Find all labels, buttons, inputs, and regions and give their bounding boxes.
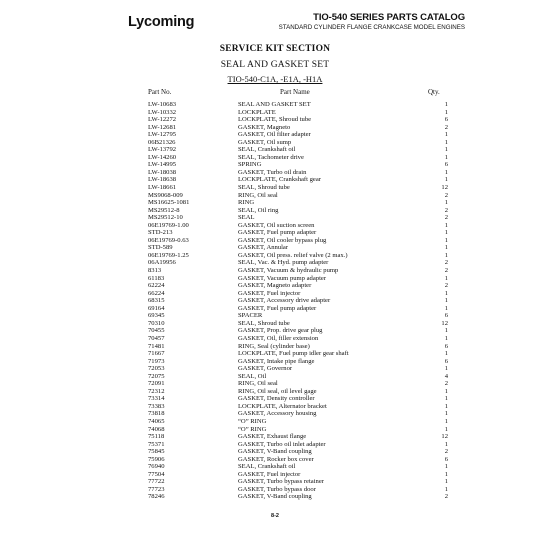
part-name-cell: GASKET, Density controller (238, 395, 315, 403)
part-name-cell: GASKET, Turbo bypass retainer (238, 478, 324, 486)
part-name-cell: GASKET, Governor (238, 365, 293, 373)
table-row (0, 199, 550, 207)
table-row (0, 433, 550, 441)
part-number-cell: 71667 (148, 350, 165, 358)
part-name-cell: SEAL (238, 214, 255, 222)
part-name-cell: GASKET, Turbo oil inlet adapter (238, 440, 326, 448)
part-name-cell: GASKET, Oil cooler bypass plug (238, 236, 327, 244)
part-number-cell: MS29512-10 (148, 214, 183, 222)
table-row (0, 320, 550, 328)
quantity-cell: 2 (444, 259, 448, 267)
part-name-cell: RING (238, 199, 255, 207)
table-row (0, 365, 550, 373)
part-name-cell: SEAL, Crankshaft oil (238, 146, 296, 154)
quantity-cell: 1 (444, 221, 448, 229)
quantity-cell: 1 (444, 395, 448, 403)
part-number-cell: 75371 (148, 440, 165, 448)
part-number-cell: MS16625-1081 (148, 199, 190, 207)
quantity-cell: 12 (441, 433, 448, 441)
table-row (0, 161, 550, 169)
part-number-cell: LW-10332 (148, 108, 177, 116)
table-row (0, 388, 550, 396)
table-row (0, 441, 550, 449)
section-title: SERVICE KIT SECTION (219, 44, 331, 54)
quantity-cell: 1 (444, 153, 448, 161)
part-number-cell: STD-213 (148, 229, 173, 237)
part-name-cell: GASKET, Intake pipe flange (238, 357, 315, 365)
table-row (0, 290, 550, 298)
part-number-cell: LW-14995 (148, 161, 177, 169)
column-header-part-name: Part Name (280, 88, 310, 96)
part-number-cell: 06B21326 (148, 138, 176, 146)
quantity-cell: 1 (444, 138, 448, 146)
quantity-cell: 1 (444, 274, 448, 282)
part-number-cell: 70455 (148, 327, 165, 335)
part-name-cell: LOCKPLATE, Fuel pump idler gear shaft (238, 350, 349, 358)
table-row (0, 343, 550, 351)
part-name-cell: “O” RING (238, 425, 267, 433)
table-row (0, 139, 550, 147)
part-name-cell: GASKET, V-Band coupling (238, 493, 312, 501)
part-number-cell: 71973 (148, 357, 165, 365)
model-text: TIO-540-C1A, -E1A, -H1A (227, 74, 323, 84)
part-name-cell: SEAL, Oil ring (238, 206, 279, 214)
part-name-cell: SEAL AND GASKET SET (238, 101, 311, 108)
part-name-cell: GASKET, Exhaust flange (238, 433, 307, 441)
part-name-cell: LOCKPLATE, Alternator bracket (238, 402, 327, 410)
table-row (0, 380, 550, 388)
table-row (0, 403, 550, 411)
quantity-cell: 6 (444, 312, 448, 320)
table-row (0, 493, 550, 501)
part-number-cell: 77504 (148, 470, 165, 478)
catalog-header (279, 13, 465, 31)
quantity-cell: 6 (444, 342, 448, 350)
part-name-cell: GASKET, Vacuum pump adapter (238, 274, 327, 282)
part-number-cell: 75906 (148, 455, 165, 463)
part-number-cell: LW-12272 (148, 116, 177, 124)
part-number-cell: 72091 (148, 380, 165, 388)
quantity-cell: 1 (444, 289, 448, 297)
part-number-cell: LW-18038 (148, 168, 177, 176)
quantity-cell: 1 (444, 478, 448, 486)
quantity-cell: 1 (444, 108, 448, 116)
table-row (0, 335, 550, 343)
brand-logo-text: Lycoming (128, 14, 195, 30)
quantity-cell: 6 (444, 357, 448, 365)
quantity-cell: 6 (444, 161, 448, 169)
quantity-cell: 2 (444, 267, 448, 275)
quantity-cell: 1 (444, 176, 448, 184)
part-name-cell: GASKET, Oil sump (238, 138, 292, 146)
part-name-cell: LOCKPLATE, Shroud tube (238, 116, 312, 124)
quantity-cell: 1 (444, 417, 448, 425)
table-row (0, 131, 550, 139)
part-name-cell: “O” RING (238, 417, 267, 425)
part-name-cell: GASKET, Oil suction screen (238, 221, 315, 229)
part-number-cell: 70457 (148, 334, 165, 342)
quantity-cell: 6 (444, 116, 448, 124)
part-name-cell: GASKET, Prop. drive gear plug (238, 327, 323, 335)
table-row (0, 448, 550, 456)
table-row (0, 124, 550, 132)
table-row (0, 237, 550, 245)
quantity-cell: 1 (444, 402, 448, 410)
table-row (0, 297, 550, 305)
column-header-qty: Qty. (428, 88, 440, 96)
table-row (0, 350, 550, 358)
part-number-cell: MS29512-8 (148, 206, 180, 214)
quantity-cell: 1 (444, 365, 448, 373)
part-number-cell: LW-18661 (148, 184, 177, 192)
part-name-cell: GASKET, Fuel pump adapter (238, 229, 317, 237)
quantity-cell: 1 (444, 244, 448, 252)
table-row (0, 410, 550, 418)
quantity-cell: 1 (444, 425, 448, 433)
part-number-cell: 66224 (148, 289, 165, 297)
part-number-cell: LW-12681 (148, 123, 177, 131)
part-number-cell: 77723 (148, 485, 165, 493)
table-row (0, 101, 550, 109)
part-number-cell: LW-14260 (148, 153, 177, 161)
part-number-cell: 61183 (148, 274, 165, 282)
table-row (0, 358, 550, 366)
quantity-cell: 1 (444, 470, 448, 478)
part-name-cell: LOCKPLATE (238, 108, 276, 116)
part-name-cell: SEAL, Vac. & Hyd. pump adapter (238, 259, 329, 267)
table-row (0, 373, 550, 381)
part-number-cell: 72312 (148, 387, 165, 395)
part-name-cell: LOCKPLATE, Crankshaft gear (238, 176, 321, 184)
quantity-cell: 2 (444, 206, 448, 214)
part-name-cell: GASKET, Fuel injector (238, 289, 301, 297)
part-number-cell: 73818 (148, 410, 165, 418)
part-number-cell: 72053 (148, 365, 165, 373)
part-name-cell: GASKET, V-Band coupling (238, 448, 312, 456)
part-number-cell: LW-10683 (148, 101, 177, 108)
table-row (0, 259, 550, 267)
part-number-cell: 72075 (148, 372, 165, 380)
quantity-cell: 2 (444, 493, 448, 501)
quantity-cell: 1 (444, 199, 448, 207)
part-number-cell: 71481 (148, 342, 165, 350)
table-row (0, 486, 550, 494)
part-number-cell: 75118 (148, 433, 165, 441)
part-name-cell: GASKET, Oil press. relief valve (2 max.) (238, 251, 348, 259)
part-name-cell: SEAL, Shroud tube (238, 319, 290, 327)
part-name-cell: GASKET, Magneto (238, 123, 291, 131)
table-row (0, 192, 550, 200)
table-row (0, 222, 550, 230)
part-number-cell: 06A19956 (148, 259, 176, 267)
part-number-cell: 76940 (148, 463, 165, 471)
part-number-cell: 06E19769-0.63 (148, 236, 189, 244)
quantity-cell: 1 (444, 463, 448, 471)
part-name-cell: GASKET, Oil filter adapter (238, 131, 311, 139)
quantity-cell: 1 (444, 297, 448, 305)
parts-list (0, 101, 550, 501)
part-name-cell: GASKET, Magneto adapter (238, 282, 312, 290)
quantity-cell: 2 (444, 123, 448, 131)
part-name-cell: GASKET, Annular (238, 244, 289, 252)
catalog-subtitle: STANDARD CYLINDER FLANGE CRANKCASE MODEL ENGINES (278, 23, 465, 31)
table-row (0, 116, 550, 124)
table-row (0, 471, 550, 479)
part-name-cell: RING, Oil seal (238, 380, 278, 388)
table-row (0, 244, 550, 252)
part-number-cell: LW-18638 (148, 176, 177, 184)
table-row (0, 463, 550, 471)
part-name-cell: GASKET, Vacuum & hydraulic pump (238, 267, 339, 275)
quantity-cell: 1 (444, 304, 448, 312)
part-number-cell: 75845 (148, 448, 165, 456)
part-name-cell: GASKET, Turbo bypass door (238, 485, 316, 493)
table-row (0, 252, 550, 260)
model-designation (0, 74, 550, 84)
catalog-title: TIO-540 SERIES PARTS CATALOG (313, 12, 465, 23)
quantity-cell: 1 (444, 251, 448, 259)
part-number-cell: LW-13792 (148, 146, 177, 154)
table-row (0, 169, 550, 177)
quantity-cell: 1 (444, 229, 448, 237)
part-number-cell: 06E19769-1.00 (148, 221, 189, 229)
part-name-cell: GASKET, Fuel injector (238, 470, 301, 478)
table-row (0, 207, 550, 215)
part-name-cell: SEAL, Shroud tube (238, 184, 290, 192)
quantity-cell: 1 (444, 327, 448, 335)
part-name-cell: GASKET, Oil, filler extension (238, 334, 319, 342)
page-number: 8-2 (271, 513, 279, 519)
part-name-cell: RING, Oil seal, oil level gage (238, 387, 317, 395)
table-row (0, 214, 550, 222)
part-number-cell: 73314 (148, 395, 165, 403)
kit-title: SEAL AND GASKET SET (220, 60, 330, 70)
table-row (0, 184, 550, 192)
quantity-cell: 2 (444, 214, 448, 222)
quantity-cell: 12 (441, 184, 448, 192)
quantity-cell: 1 (444, 146, 448, 154)
table-row (0, 327, 550, 335)
part-number-cell: 68315 (148, 297, 165, 305)
quantity-cell: 2 (444, 191, 448, 199)
quantity-cell: 1 (444, 101, 448, 108)
quantity-cell: 1 (444, 131, 448, 139)
table-row (0, 154, 550, 162)
quantity-cell: 1 (444, 387, 448, 395)
table-row (0, 267, 550, 275)
table-row (0, 456, 550, 464)
part-name-cell: RING, Seal (cylinder base) (238, 342, 310, 350)
table-row (0, 229, 550, 237)
table-row (0, 418, 550, 426)
part-name-cell: GASKET, Rocker box cover (238, 455, 314, 463)
table-row (0, 426, 550, 434)
part-number-cell: STD-589 (148, 244, 173, 252)
part-name-cell: RING, Oil seal (238, 191, 278, 199)
table-row (0, 275, 550, 283)
quantity-cell: 2 (444, 380, 448, 388)
part-number-cell: 73383 (148, 402, 165, 410)
part-number-cell: 62224 (148, 282, 165, 290)
part-name-cell: GASKET, Accessory drive adapter (238, 297, 331, 305)
table-row (0, 478, 550, 486)
part-name-cell: SEAL, Oil (238, 372, 267, 380)
part-number-cell: 8313 (148, 267, 162, 275)
quantity-cell: 12 (441, 319, 448, 327)
quantity-cell: 1 (444, 350, 448, 358)
table-row (0, 305, 550, 313)
quantity-cell: 1 (444, 410, 448, 418)
part-number-cell: 74068 (148, 425, 165, 433)
column-header-part-no: Part No. (148, 88, 172, 96)
quantity-cell: 6 (444, 455, 448, 463)
part-number-cell: 70310 (148, 319, 165, 327)
quantity-cell: 4 (444, 372, 448, 380)
part-name-cell: SEAL, Crankshaft oil (238, 463, 296, 471)
table-row (0, 109, 550, 117)
part-name-cell: SPACER (238, 312, 263, 320)
table-row (0, 282, 550, 290)
part-name-cell: SPRING (238, 161, 262, 169)
quantity-cell: 2 (444, 282, 448, 290)
quantity-cell: 2 (444, 448, 448, 456)
quantity-cell: 1 (444, 168, 448, 176)
part-name-cell: SEAL, Tachometer drive (238, 153, 304, 161)
table-row (0, 146, 550, 154)
part-number-cell: MS9068-009 (148, 191, 183, 199)
table-row (0, 176, 550, 184)
part-number-cell: 06E19769-1.25 (148, 251, 189, 259)
part-number-cell: 74065 (148, 417, 165, 425)
part-number-cell: 78246 (148, 493, 165, 501)
quantity-cell: 1 (444, 236, 448, 244)
quantity-cell: 1 (444, 334, 448, 342)
part-number-cell: 77722 (148, 478, 165, 486)
part-number-cell: LW-12795 (148, 131, 177, 139)
quantity-cell: 1 (444, 485, 448, 493)
quantity-cell: 1 (444, 440, 448, 448)
part-number-cell: 69164 (148, 304, 165, 312)
table-row (0, 395, 550, 403)
part-name-cell: GASKET, Accessory housing (238, 410, 317, 418)
part-number-cell: 69345 (148, 312, 165, 320)
part-name-cell: GASKET, Fuel pump adapter (238, 304, 317, 312)
part-name-cell: GASKET, Turbo oil drain (238, 168, 307, 176)
table-row (0, 312, 550, 320)
